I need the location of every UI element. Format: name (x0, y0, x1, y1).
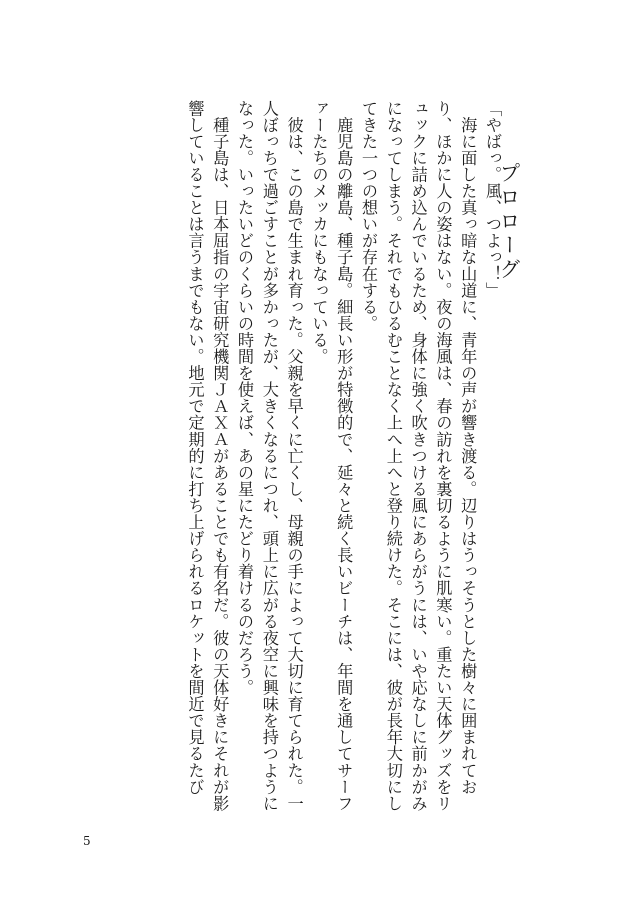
paragraph: 「やばっ。風、つよっ！」 (483, 100, 502, 299)
body-text (84, 100, 504, 820)
chapter-title: プロローグ (497, 162, 521, 282)
paragraph: 海に面した真っ暗な山道に、青年の声が響き渡る。辺りはうっそうとした樹々に囲まれており、ほかに人の姿はない。夜の海風は、春の訪れを裏切るように肌寒い。重たい天体グッズをリュックに詰め込んでいるため、身体に強く吹きつける風にあらがうには、いや応なしに前かがみになってしまう。それでもひるむことなく上へ上へと登り続けた。そこには、彼が長年大切にしてきた一つの想いが存在する。 (359, 100, 478, 812)
page-number: 5 (83, 834, 91, 848)
paragraph: 鹿児島の離島、種子島。細長い形が特徴的で、延々と続く長いビーチは、年間を通してサーファーたちのメッカにもなっている。 (309, 100, 354, 812)
paragraph: 彼は、この島で生まれ育った。父親を早くに亡くし、母親の手によって大切に育てられた。一人ぼっちで過ごすことが多かったが、大きくなるにつれ、頭上に広がる夜空に興味を持つようになった。いったいどのくらいの時間を使えば、あの星にたどり着けるのだろう。 (235, 100, 304, 812)
paragraph: 種子島は、日本屈指の宇宙研究機関ＪＡＸＡがあることでも有名だ。彼の天体好きにそれが影響していることは言うまでもない。地元で定期的に打ち上げられるロケットを間近で見るたび (185, 100, 230, 812)
